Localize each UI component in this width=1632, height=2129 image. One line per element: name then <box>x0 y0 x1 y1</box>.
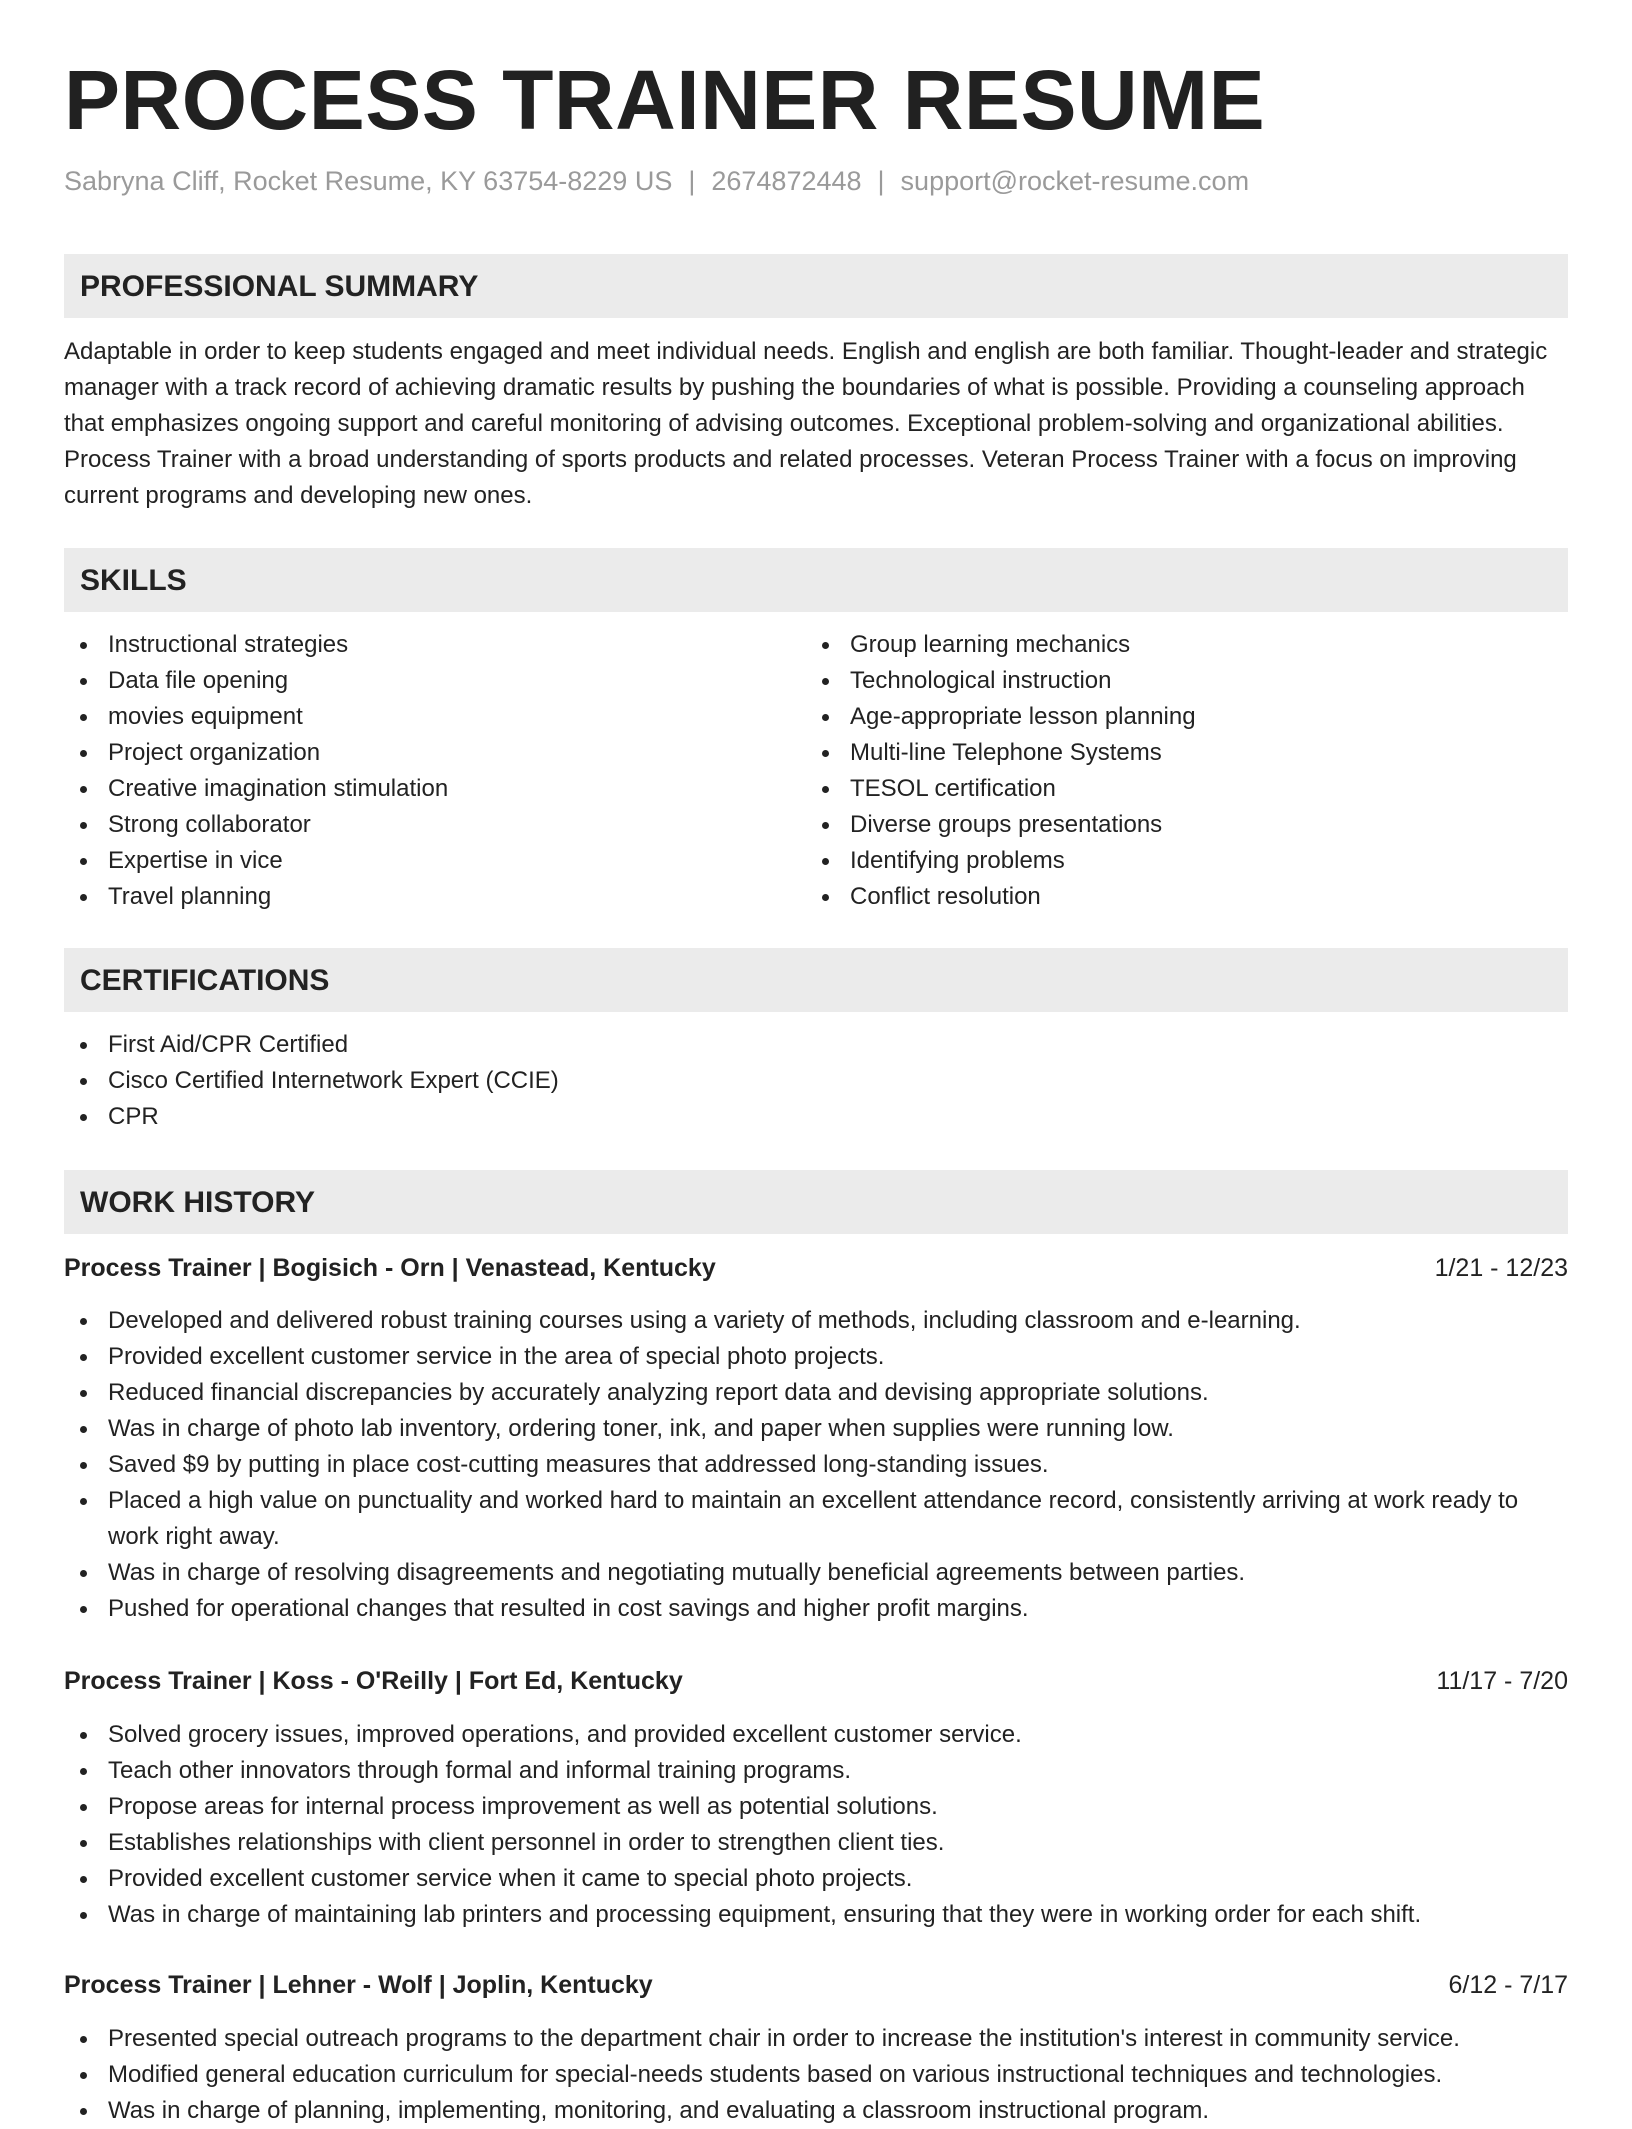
job-dates: 1/21 - 12/23 <box>1434 1254 1568 1282</box>
job-bullet: Provided excellent customer service in the area of special photo projects. <box>64 1339 1568 1375</box>
job-bullet: Establishes relationships with client personnel in order to strengthen client ties. <box>64 1825 1568 1861</box>
job-bullet: Solved grocery issues, improved operations, and provided excellent customer service. <box>64 1717 1568 1753</box>
job-header <box>64 1967 1568 2003</box>
job-title: Process Trainer | Koss - O'Reilly | Fort Ed, Kentucky <box>64 1667 683 1695</box>
skill-item: Expertise in vice <box>64 843 784 879</box>
job-bullet: Developed and delivered robust training courses using a variety of methods, including classroom and e-learning. <box>64 1303 1568 1339</box>
certification-item: CPR <box>64 1099 1568 1135</box>
skill-item: TESOL certification <box>806 771 1566 807</box>
section-title: CERTIFICATIONS <box>80 964 330 997</box>
skill-item: Multi-line Telephone Systems <box>806 735 1566 771</box>
job-bullet: Saved $9 by putting in place cost-cutting measures that addressed long-standing issues. <box>64 1447 1568 1483</box>
job-bullets <box>64 1717 1568 1933</box>
job-header <box>64 1250 1568 1286</box>
job-header <box>64 1663 1568 1699</box>
summary-text: Adaptable in order to keep students engaged and meet individual needs. English and english are both familiar. Thought-leader and strategic manager with a track record of achieving dramatic results by pushing the boundaries of what is possible. Providing a counseling approach that emphasizes ongoing support and careful monitoring of advising outcomes. Exceptional problem-solving and organizational abilities. Process Trainer with a broad understanding of sports products and related processes. Veteran Process Trainer with a focus on improving current programs and developing new ones. <box>64 338 1548 509</box>
section-header-work-history <box>64 1170 1568 1234</box>
skill-item: Diverse groups presentations <box>806 807 1566 843</box>
section-title: SKILLS <box>80 564 187 597</box>
skill-item: Data file opening <box>64 663 784 699</box>
skills-list-right <box>806 627 1566 915</box>
skill-item: Creative imagination stimulation <box>64 771 784 807</box>
resume-title: PROCESS TRAINER RESUME <box>64 53 1266 147</box>
job-bullets <box>64 1303 1568 1627</box>
job-bullet: Reduced financial discrepancies by accurately analyzing report data and devising appropriate solutions. <box>64 1375 1568 1411</box>
skill-item: Identifying problems <box>806 843 1566 879</box>
skill-item: Group learning mechanics <box>806 627 1566 663</box>
section-header-summary <box>64 254 1568 318</box>
contact-separator: | <box>688 166 696 196</box>
job-dates: 6/12 - 7/17 <box>1448 1971 1568 1999</box>
section-title: PROFESSIONAL SUMMARY <box>80 270 479 303</box>
job-bullets <box>64 2021 1568 2129</box>
certification-item: First Aid/CPR Certified <box>64 1027 1568 1063</box>
certification-item: Cisco Certified Internetwork Expert (CCIE) <box>64 1063 1568 1099</box>
section-header-certifications <box>64 948 1568 1012</box>
skill-item: Technological instruction <box>806 663 1566 699</box>
job-bullet: Provided excellent customer service when it came to special photo projects. <box>64 1861 1568 1897</box>
section-header-skills <box>64 548 1568 612</box>
skill-item: Project organization <box>64 735 784 771</box>
job-bullet: Was in charge of planning, implementing, monitoring, and evaluating a classroom instructional program. <box>64 2093 1568 2129</box>
job-title: Process Trainer | Lehner - Wolf | Joplin, Kentucky <box>64 1971 653 1999</box>
contact-address: Sabryna Cliff, Rocket Resume, KY 63754-8229 US <box>64 166 673 196</box>
skill-item: Instructional strategies <box>64 627 784 663</box>
skill-item: Travel planning <box>64 879 784 915</box>
certifications-list <box>64 1027 1568 1135</box>
job-bullet: Presented special outreach programs to the department chair in order to increase the institution's interest in community service. <box>64 2021 1568 2057</box>
job-bullet: Placed a high value on punctuality and worked hard to maintain an excellent attendance record, consistently arriving at work ready to work right away. <box>64 1483 1568 1555</box>
contact-email: support@rocket-resume.com <box>900 166 1250 196</box>
job-bullet: Teach other innovators through formal and informal training programs. <box>64 1753 1568 1789</box>
job-bullet: Was in charge of resolving disagreements and negotiating mutually beneficial agreements between parties. <box>64 1555 1568 1591</box>
skills-list-left <box>64 627 784 915</box>
skill-item: Conflict resolution <box>806 879 1566 915</box>
skill-item: movies equipment <box>64 699 784 735</box>
contact-separator: | <box>877 166 885 196</box>
skill-item: Strong collaborator <box>64 807 784 843</box>
job-bullet: Was in charge of maintaining lab printers and processing equipment, ensuring that they were in working order for each shift. <box>64 1897 1568 1933</box>
job-dates: 11/17 - 7/20 <box>1436 1667 1568 1695</box>
job-title: Process Trainer | Bogisich - Orn | Venastead, Kentucky <box>64 1254 716 1282</box>
job-bullet: Modified general education curriculum for special-needs students based on various instructional techniques and technologies. <box>64 2057 1568 2093</box>
job-bullet: Was in charge of photo lab inventory, ordering toner, ink, and paper when supplies were running low. <box>64 1411 1568 1447</box>
contact-phone: 2674872448 <box>711 166 862 196</box>
contact-line <box>64 168 1249 195</box>
section-title: WORK HISTORY <box>80 1186 316 1219</box>
skill-item: Age-appropriate lesson planning <box>806 699 1566 735</box>
job-bullet: Pushed for operational changes that resulted in cost savings and higher profit margins. <box>64 1591 1568 1627</box>
job-bullet: Propose areas for internal process improvement as well as potential solutions. <box>64 1789 1568 1825</box>
